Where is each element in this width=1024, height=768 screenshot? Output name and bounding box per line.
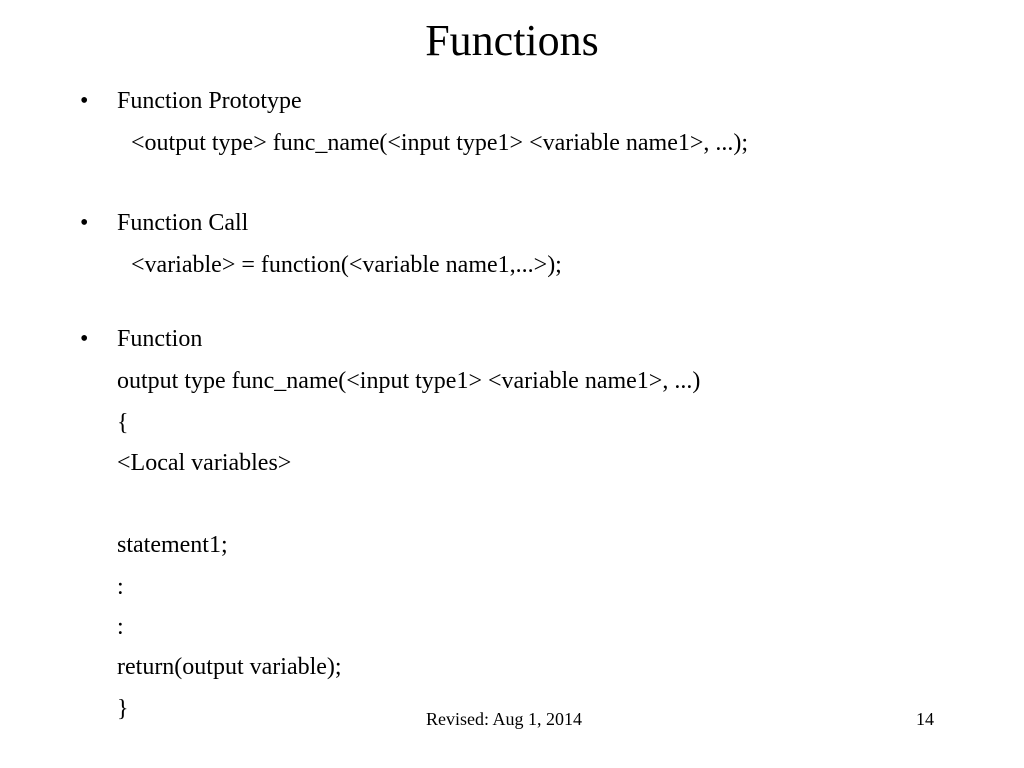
- call-syntax: <variable> = function(<variable name1,...>);: [131, 252, 562, 278]
- bullet-marker: •: [80, 210, 89, 236]
- return-line: return(output variable);: [117, 654, 342, 680]
- statement-line: statement1;: [117, 532, 228, 558]
- ellipsis-colon-line: :: [117, 574, 124, 600]
- bullet-marker: •: [80, 88, 89, 114]
- prototype-syntax: <output type> func_name(<input type1> <variable name1>, ...);: [131, 130, 749, 156]
- bullet-heading-function: Function: [117, 326, 203, 352]
- bullet-marker: •: [80, 326, 89, 352]
- local-variables-line: <Local variables>: [117, 450, 292, 476]
- open-brace: {: [117, 410, 129, 436]
- close-brace: }: [117, 696, 129, 722]
- page-number: 14: [916, 709, 934, 729]
- bullet-heading-call: Function Call: [117, 210, 249, 236]
- slide-title: Functions: [425, 16, 599, 65]
- bullet-heading-prototype: Function Prototype: [117, 88, 302, 114]
- function-signature: output type func_name(<input type1> <variable name1>, ...): [117, 368, 701, 394]
- footer-revised-date: Revised: Aug 1, 2014: [426, 709, 582, 729]
- ellipsis-colon-line: :: [117, 614, 124, 640]
